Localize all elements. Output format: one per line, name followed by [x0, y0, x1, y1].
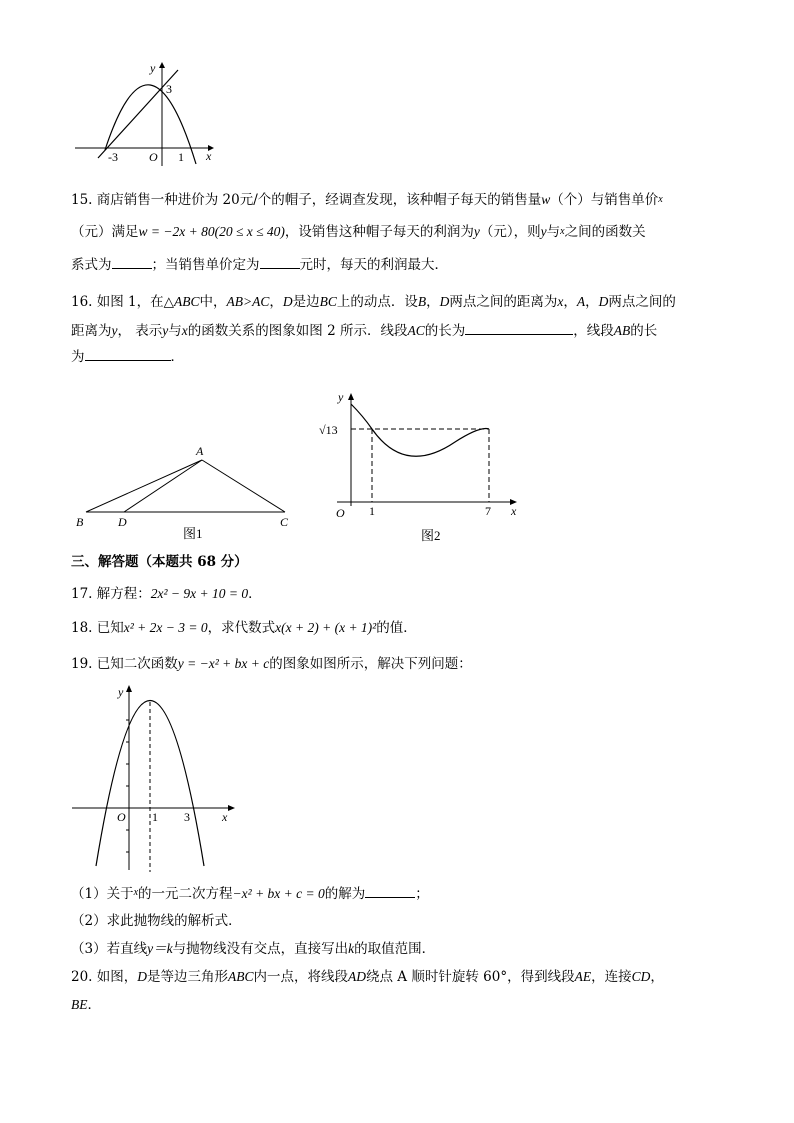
side-ab — [86, 460, 202, 512]
q15-line1: 15. 商店销售一种进价为 20元/个的帽子，经调查发现，该种帽子每天的销售量w（个）与销售单价$^x$ — [71, 192, 663, 208]
q20-line1: 20. 如图，D是等边三角形ABC内一点，将线段AD绕点 A 顺时针旋转 60°，得到线段AE，连接CD， — [71, 969, 664, 985]
q19-origin: O — [117, 810, 126, 824]
q15-blank-1[interactable] — [112, 254, 152, 269]
side-ac — [202, 460, 285, 512]
tick-3: 3 — [166, 82, 172, 96]
q19-y-arrow — [126, 685, 132, 692]
figure-1 — [68, 440, 303, 545]
q16-line1: 16. 如图 1，在△ABC中，AB>AC，D是边BC上的动点．设B，D两点之间的距离为x，A，D两点之间的 — [71, 294, 676, 310]
fig2-x-label: x — [511, 504, 517, 518]
q18: 18. 已知x² + 2x − 3 = 0，求代数式x(x + 2) + (x + 1)²的值． — [71, 620, 417, 636]
label-d: D — [118, 515, 127, 529]
top-graph — [70, 58, 230, 170]
q19-part3: （3）若直线y＝k与抛物线没有交点，直接写出k的取值范围． — [71, 941, 436, 957]
q16-line2: 距离为y， 表示y与x的函数关系的图象如图 2 所示．线段AC的长为 ，线段AB的长 — [71, 320, 657, 341]
y-label: y — [150, 61, 156, 75]
q17-equation: 2x² − 9x + 10 = 0 — [150, 586, 249, 601]
label-b: B — [76, 515, 84, 529]
origin-label: O — [149, 150, 158, 164]
section-3-title: 三、解答题（本题共 68 分） — [71, 554, 248, 570]
q17: 17. 解方程：2x² − 9x + 10 = 0． — [71, 586, 262, 602]
fig2-y-label: y — [338, 390, 344, 404]
fig2-caption: 图2 — [421, 528, 441, 543]
figure-2 — [315, 386, 530, 546]
q19-stem: 19. 已知二次函数y = −x² + bx + c的图象如图所示，解决下列问题： — [71, 656, 472, 672]
fig2-sqrt13: √13 — [319, 423, 338, 437]
q16-blank-ac[interactable] — [465, 320, 573, 335]
q15-line2: （元）满足w = −2x + 80(20 ≤ x ≤ 40)，设销售这种帽子每天的利润为y（元），则y与$^x$之间的函数关 — [71, 224, 646, 240]
q19-blank-1[interactable] — [365, 883, 415, 898]
tick-neg3: -3 — [108, 150, 118, 164]
y-axis-arrow — [159, 62, 165, 68]
q15-formula: w = −2x + 80(20 ≤ x ≤ 40) — [138, 224, 285, 239]
segment-ad — [124, 460, 202, 512]
fig1-caption: 图1 — [183, 526, 203, 541]
q19-graph — [68, 680, 243, 875]
fig2-tick-1: 1 — [369, 504, 375, 518]
q15-blank-2[interactable] — [260, 254, 300, 269]
fig2-tick-7: 7 — [485, 504, 491, 518]
q19-x-arrow — [228, 805, 235, 811]
q19-x-label: x — [222, 810, 228, 824]
q19-y-label: y — [118, 685, 124, 699]
fig2-origin: O — [336, 506, 345, 520]
fig2-y-arrow — [348, 393, 354, 400]
q15-line3: 系式为 ；当销售单价定为 元时，每天的利润最大． — [71, 254, 448, 275]
q19-tick-1: 1 — [152, 810, 158, 824]
label-a: A — [196, 444, 204, 458]
q19-tick-3: 3 — [184, 810, 190, 824]
q16-line3: 为 ． — [71, 346, 184, 367]
q19-part1: （1）关于$^x$的一元二次方程−x² + bx + c = 0的解为 ； — [71, 883, 429, 904]
x-label: x — [206, 149, 212, 163]
q19-part2: （2）求此抛物线的解析式． — [71, 913, 242, 929]
tick-1: 1 — [178, 150, 184, 164]
q20-line2: BE． — [71, 997, 101, 1013]
label-c: C — [280, 515, 289, 529]
q16-blank-ab[interactable] — [85, 346, 171, 361]
